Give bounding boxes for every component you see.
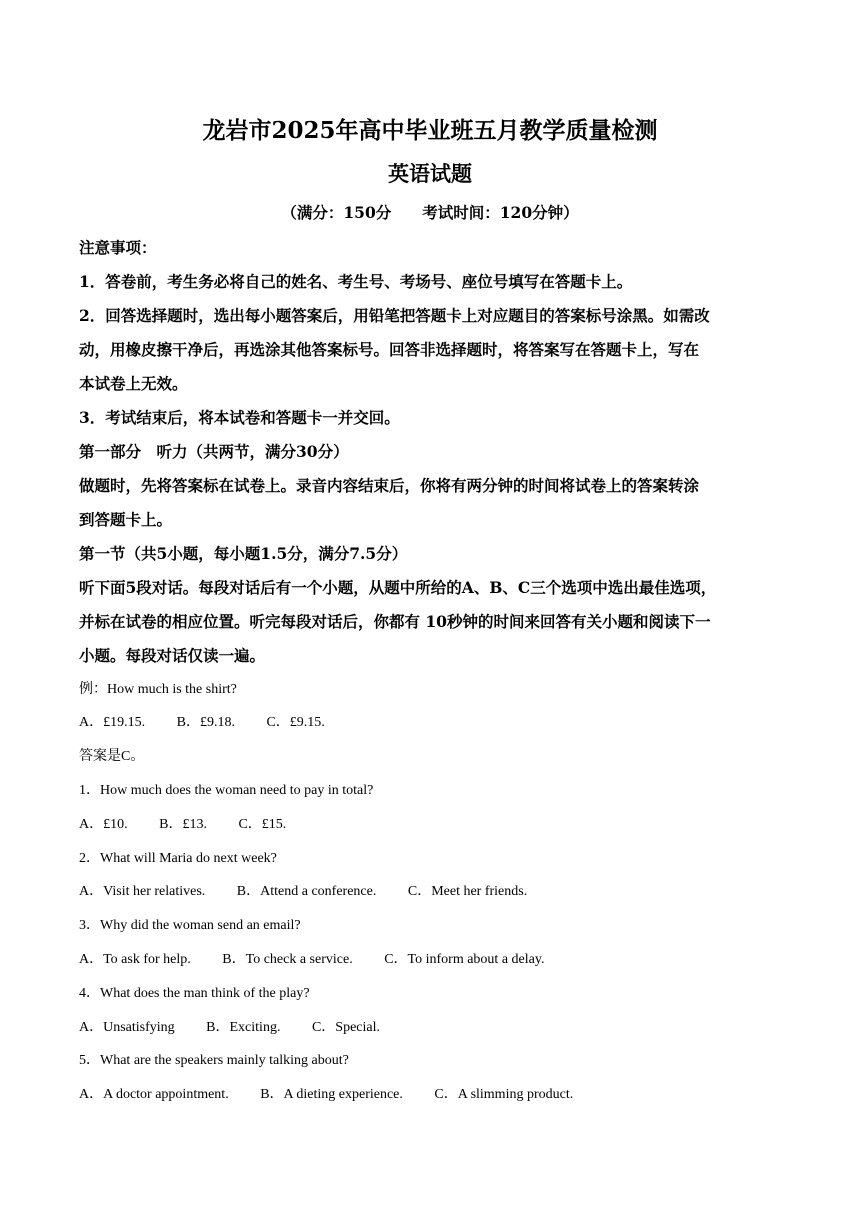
question-4-options <box>79 1016 408 1036</box>
section-instruction: 小题。每段对话仅读一遍。 <box>79 646 266 665</box>
notice-item: 动，用橡皮擦干净后，再选涂其他答案标号。回答非选择题时，将答案写在答题卡上，写在 <box>79 340 700 359</box>
notice-item: 3．考试结束后，将本试卷和答题卡一并交回。 <box>79 408 400 427</box>
notice-item: 1．答卷前，考生务必将自己的姓名、考生号、考场号、座位号填写在答题卡上。 <box>79 272 633 291</box>
option-b: B．A dieting experience. <box>260 1087 403 1102</box>
option-b: B．To check a service. <box>222 952 353 967</box>
option-b: B．£13. <box>159 817 207 832</box>
option-a: A．Visit her relatives. <box>79 884 206 899</box>
option-a: A．Unsatisfying <box>79 1020 175 1035</box>
option-c: C．A slimming product. <box>434 1087 574 1102</box>
option-a: A．£19.15. <box>79 715 146 730</box>
option-a: A．A doctor appointment. <box>79 1087 229 1102</box>
option-c: C．Meet her friends. <box>407 884 528 899</box>
question-3-options <box>79 948 572 968</box>
option-c: C．£15. <box>238 817 287 832</box>
question-4: 4．What does the man think of the play? <box>79 986 310 1001</box>
section-instruction: 并标在试卷的相应位置。听完每段对话后，你都有 10秒钟的时间来回答有关小题和阅读下一 <box>79 612 711 631</box>
part-heading: 第一部分 听力（共两节，满分30分） <box>79 442 349 461</box>
question-1-options <box>79 813 314 833</box>
option-b: B．Exciting. <box>206 1020 281 1035</box>
exam-title: 龙岩市2025年高中毕业班五月教学质量检测 <box>202 117 658 144</box>
notice-heading: 注意事项： <box>79 238 157 257</box>
notice-item: 本试卷上无效。 <box>79 374 188 393</box>
question-1: 1．How much does the woman need to pay in total? <box>79 783 374 798</box>
score-time-info: （满分：150分 考试时间：120分钟） <box>281 203 579 222</box>
option-b: B．£9.18. <box>176 715 235 730</box>
option-a: A．£10. <box>79 817 128 832</box>
subject-title: 英语试题 <box>388 161 472 186</box>
question-5: 5．What are the speakers mainly talking about? <box>79 1053 349 1068</box>
question-3: 3．Why did the woman send an email? <box>79 918 301 933</box>
notice-item: 2．回答选择题时，选出每小题答案后，用铅笔把答题卡上对应题目的答案标号涂黑。如需改 <box>79 306 710 325</box>
option-a: A．To ask for help. <box>79 952 191 967</box>
section-instruction: 听下面5段对话。每段对话后有一个小题，从题中所给的A、B、C三个选项中选出最佳选项， <box>79 578 717 597</box>
question-5-options <box>79 1083 601 1103</box>
part-instruction: 到答题卡上。 <box>79 510 173 529</box>
section-heading: 第一节（共5小题，每小题1.5分，满分7.5分） <box>79 544 408 563</box>
example-question: 例：How much is the shirt? <box>79 682 237 697</box>
question-2: 2．What will Maria do next week? <box>79 851 277 866</box>
option-c: C．To inform about a delay. <box>384 952 545 967</box>
option-c: C．Special. <box>311 1020 380 1035</box>
option-b: B．Attend a conference. <box>236 884 377 899</box>
question-2-options <box>79 880 555 900</box>
example-answer: 答案是C。 <box>79 749 145 764</box>
part-instruction: 做题时，先将答案标在试卷上。录音内容结束后，你将有两分钟的时间将试卷上的答案转涂 <box>79 476 700 495</box>
example-options <box>79 711 353 731</box>
option-c: C．£9.15. <box>266 715 325 730</box>
